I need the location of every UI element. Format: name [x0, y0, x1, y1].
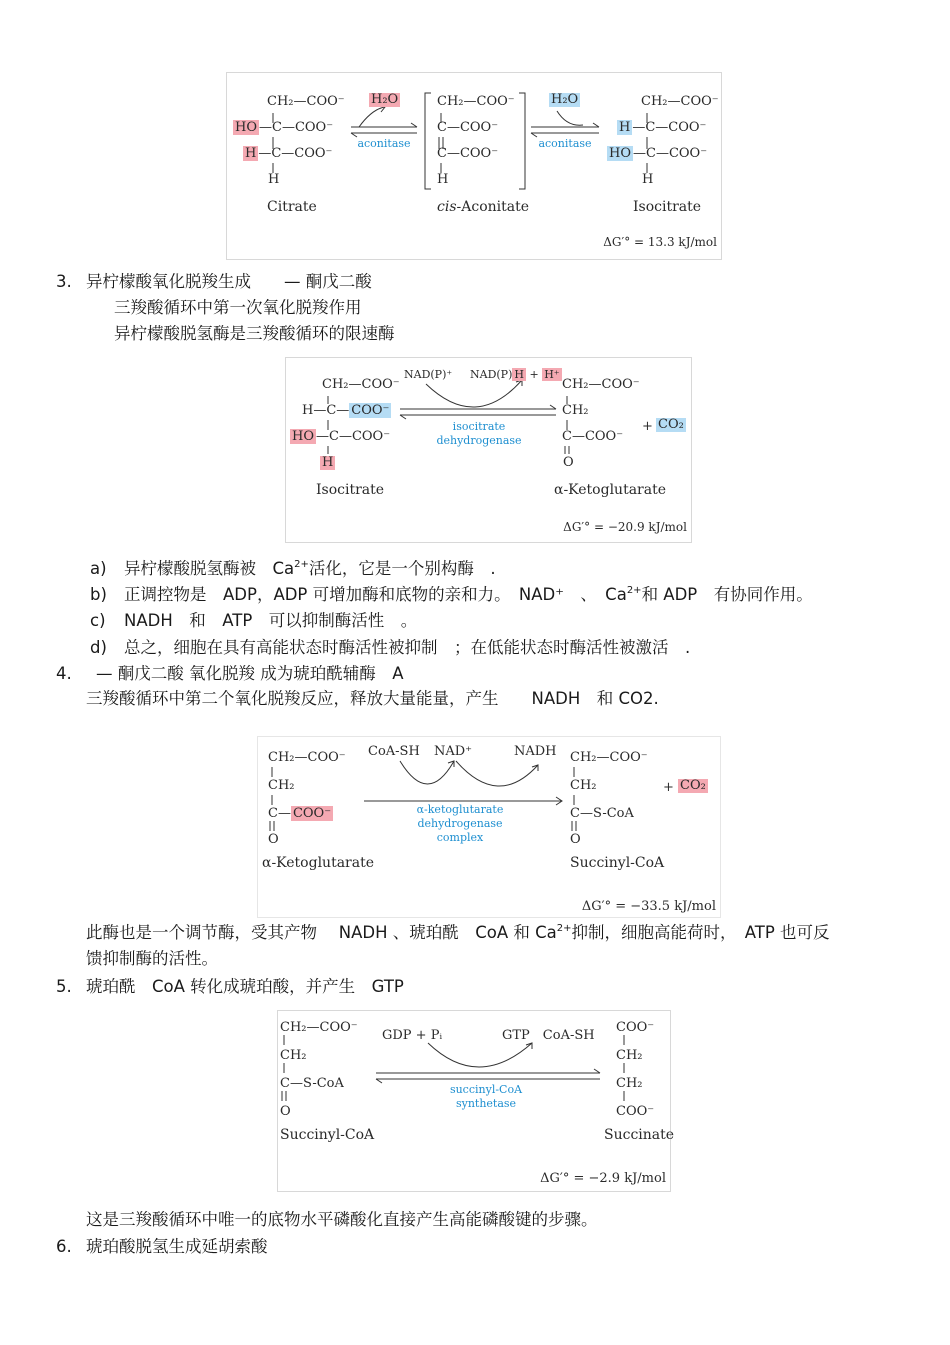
enzyme-line1: α-ketoglutarate [416, 803, 504, 816]
fig2-akg-row3: C—COO⁻ [562, 429, 624, 444]
section6-title: 琥珀酸脱氢生成延胡索酸 [86, 1237, 268, 1256]
cis-aconitate-row3: C—COO⁻ [437, 146, 499, 161]
fig2-isocitrate-name: Isocitrate [316, 482, 385, 498]
isocitrate-row2-chain: —C—COO⁻ [632, 120, 707, 135]
fig3-co2-plus: + [663, 780, 674, 795]
list-item-c [90, 610, 417, 632]
list-label: a) [90, 559, 107, 578]
fig2-isocitrate-row3 [290, 430, 390, 444]
isocitrate-row3-chain: —C—COO⁻ [633, 146, 708, 161]
section6-number: 6. [56, 1237, 72, 1256]
fig4-delta-g: ΔG′° = −2.9 kJ/mol [540, 1171, 666, 1186]
enzyme-akg-dehydrogenase-complex [404, 803, 516, 845]
fig3-succ-row2: CH₂ [570, 778, 597, 793]
fig2-isocitrate-row1: CH₂—COO⁻ [322, 377, 400, 392]
fig4-succ-row2: CH₂ [280, 1048, 307, 1063]
list-text-post: 和 ADP 有协同作用。 [641, 585, 813, 604]
fig4-succinate-row4: COO⁻ [616, 1104, 655, 1119]
nadph-h-highlight: H [514, 368, 524, 381]
fig4-succinate-name: Succinate [604, 1127, 675, 1143]
cis-aconitate-row1: CH₂—COO⁻ [437, 94, 515, 109]
list-text-post: 活化，它是一个别构酶 . [308, 559, 496, 578]
citrate-row2-chain: —C—COO⁻ [259, 120, 334, 135]
list-text: 异柠檬酸脱氢酶被 Ca [124, 559, 295, 578]
fig3-akg-name: α-Ketoglutarate [262, 855, 374, 871]
cis-aconitate-row4: H [437, 172, 449, 187]
enzyme-succinyl-coa-synthetase [434, 1083, 538, 1111]
enzyme-line3: complex [436, 831, 484, 844]
list-label: b) [90, 585, 107, 604]
fig2-akg-name: α-Ketoglutarate [554, 482, 666, 498]
fig4-succinate-row1: COO⁻ [616, 1020, 655, 1035]
fig2-oh-highlight: HO [292, 429, 314, 444]
substrate-phosphorylation-note: 这是三羧酸循环中唯一的底物水平磷酸化直接产生高能磷酸键的步骤。 [86, 1210, 598, 1229]
fig4-succ-name: Succinyl-CoA [280, 1127, 375, 1143]
list-item-a [90, 558, 496, 580]
list-item-d [90, 637, 690, 659]
water2: H₂O [551, 92, 579, 107]
section3-line1: 三羧酸循环中第一次氧化脱羧作用 [114, 298, 362, 317]
citrate-oh-highlight: HO [235, 120, 257, 135]
citrate-name: Citrate [267, 199, 317, 215]
fig2-isocitrate-row2-chain: H—C— [302, 403, 350, 418]
citrate-row4: H [268, 172, 280, 187]
enzyme-line2: dehydrogenase [436, 434, 522, 447]
enzyme-aconitase-1: aconitase [357, 137, 411, 150]
section4-title: — 酮戊二酸 氧化脱羧 成为琥珀酰辅酶 A [96, 664, 404, 683]
superscript: 2+ [294, 559, 309, 570]
fig2-akg-row4: O [563, 455, 574, 470]
cofactor-nadph [470, 368, 562, 382]
regulation-paragraph-line2: 馈抑制酶的活性。 [86, 949, 218, 968]
fig4-succ-row1: CH₂—COO⁻ [280, 1020, 358, 1035]
fig3-co2-highlight: CO₂ [680, 778, 706, 793]
fig3-akg-row2: CH₂ [268, 778, 295, 793]
fig2-carboxyl-highlight: COO⁻ [351, 403, 390, 418]
water1: H₂O [371, 92, 399, 107]
cis-aconitate-row2: C—COO⁻ [437, 120, 499, 135]
list-text: NADH 和 ATP 可以抑制酶活性 。 [124, 611, 418, 630]
list-text: 总之，细胞在具有高能状态时酶活性被抑制 ；在低能状态时酶活性被激活 . [124, 638, 691, 657]
akg-dehydrogenase-figure [257, 736, 721, 918]
fig2-h-highlight: H [322, 455, 334, 470]
fig2-akg-row1: CH₂—COO⁻ [562, 377, 640, 392]
aconitate-suffix: -Aconitate [456, 199, 530, 215]
isocitrate-oh-highlight: HO [609, 146, 631, 161]
fig4-succ-row3: C—S-CoA [280, 1076, 344, 1091]
fig3-akg-row3 [268, 807, 333, 821]
fig2-plus: + [529, 368, 539, 381]
isocitrate-name: Isocitrate [633, 199, 702, 215]
fig2-delta-g: ΔG′° = −20.9 kJ/mol [563, 520, 687, 534]
fig3-coash: CoA-SH [368, 744, 420, 759]
fig3-succ-row4: O [570, 832, 581, 847]
section3-line2: 异柠檬酸脱氢酶是三羧酸循环的限速酶 [114, 324, 395, 343]
fig4-succinate-row2: CH₂ [616, 1048, 643, 1063]
section3-title: 异柠檬酸氧化脱羧生成 — 酮戊二酸 [86, 272, 372, 291]
superscript: 2+ [626, 585, 642, 596]
section4-number: 4. [56, 664, 72, 683]
citrate-h-highlight: H [245, 146, 257, 161]
fig3-nad: NAD⁺ [434, 744, 473, 759]
citrate-row3-chain: —C—COO⁻ [258, 146, 333, 161]
superscript: 2+ [556, 923, 572, 934]
enzyme-line2: dehydrogenase [417, 817, 503, 830]
fig3-nadh: NADH [514, 744, 557, 759]
cis-aconitate-name [437, 199, 529, 215]
para-text: 此酶也是一个调节酶，受其产物 NADH 、琥珀酰 CoA 和 Ca [86, 923, 557, 942]
section3-number: 3. [56, 272, 72, 291]
enzyme-line2: synthetase [455, 1097, 517, 1110]
fig4-succ-row4: O [280, 1104, 291, 1119]
isocitrate-row4: H [642, 172, 654, 187]
section4-line1: 三羧酸循环中第二个氧化脱羧反应，释放大量能量，产生 NADH 和 CO2. [86, 689, 659, 708]
fig3-akg-row4: O [268, 832, 279, 847]
proton-highlight: H⁺ [544, 368, 560, 381]
isocitrate-h-highlight: H [619, 120, 631, 135]
fig2-co2-highlight: CO₂ [658, 417, 684, 432]
cofactor-nadp-plus: NAD(P)⁺ [404, 368, 453, 381]
isocitrate-row2 [617, 121, 706, 135]
fig1-delta-g: ΔG′° = 13.3 kJ/mol [603, 235, 717, 249]
para-text-post: 抑制，细胞高能荷时， ATP 也可反 [571, 923, 830, 942]
fig4-gdp-pi: GDP + Pᵢ [382, 1028, 443, 1043]
fig2-akg-row2: CH₂ [562, 403, 589, 418]
isocitrate-dehydrogenase-figure [285, 357, 692, 543]
fig2-co2-plus: + [642, 419, 653, 434]
enzyme-aconitase-2: aconitase [538, 137, 592, 150]
enzyme-line1: succinyl-CoA [449, 1083, 523, 1096]
fig3-carboxyl-highlight: COO⁻ [292, 806, 332, 821]
nadp-text: NAD(P) [470, 368, 513, 381]
list-label: d) [90, 638, 107, 657]
fig3-delta-g: ΔG′° = −33.5 kJ/mol [581, 899, 716, 914]
succinyl-coa-synthetase-figure [277, 1010, 675, 1192]
fig3-akg-row1: CH₂—COO⁻ [268, 750, 346, 765]
fig2-isocitrate-row3-chain: —C—COO⁻ [316, 429, 391, 444]
citrate-row2 [233, 121, 333, 135]
cis-prefix: cis [437, 199, 457, 215]
fig3-succ-row1: CH₂—COO⁻ [570, 750, 648, 765]
aconitase-reaction-figure [226, 72, 722, 260]
citrate-row3 [243, 147, 332, 161]
section5-title: 琥珀酰 CoA 转化成琥珀酸，并产生 GTP [86, 977, 404, 996]
regulation-paragraph-line1 [86, 922, 830, 944]
list-label: c) [90, 611, 106, 630]
fig3-succ-row3: C—S-CoA [570, 806, 634, 821]
list-item-b [90, 584, 813, 606]
list-text: 正调控物是 ADP，ADP 可增加酶和底物的亲和力。 NAD⁺ 、 Ca [124, 585, 627, 604]
fig2-isocitrate-row2 [302, 404, 391, 418]
enzyme-line1: isocitrate [452, 420, 506, 433]
fig4-gtp-coash: GTP CoA-SH [502, 1028, 595, 1043]
section5-number: 5. [56, 977, 72, 996]
citrate-row1: CH₂—COO⁻ [267, 94, 345, 109]
fig3-akg-row3-chain: C— [268, 806, 291, 821]
fig3-succ-name: Succinyl-CoA [570, 855, 665, 871]
isocitrate-row1: CH₂—COO⁻ [641, 94, 719, 109]
isocitrate-row3 [607, 147, 707, 161]
enzyme-isocitrate-dehydrogenase [426, 420, 532, 448]
fig4-succinate-row3: CH₂ [616, 1076, 643, 1091]
